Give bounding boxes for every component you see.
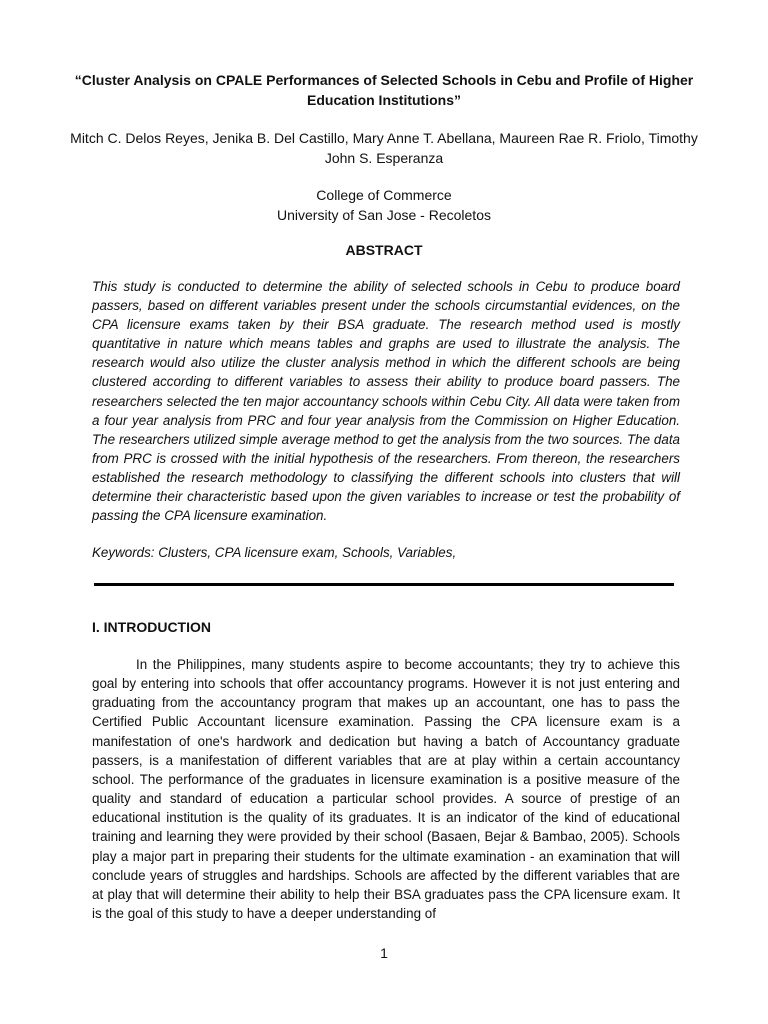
abstract-body: This study is conducted to determine the ability of selected schools in Cebu to produce board passers, based on different variables present under the schools circumstantial evidences, on the CPA licensure exams taken by their BSA graduate. The research method used is mostly quantitative in nature which means tables and graphs are used to illustrate the analysis. The research would also utilize the cluster analysis method in which the different schools are being clustered according to different variables to assess their ability to produce board passers. The researchers selected the ten major accountancy schools within Cebu City. All data were taken from a four year analysis from PRC and four year analysis from the Commission on Higher Education. The researchers utilized simple average method to get the analysis from the two sources. The data from PRC is crossed with the initial hypothesis of the researchers. From thereon, the researchers established the research methodology to classifying the different schools into clusters that will determine their characteristic based upon the given variables to increase or test the probability of passing the CPA licensure examination. [92, 279, 680, 524]
horizontal-divider [94, 583, 674, 586]
paper-title: “Cluster Analysis on CPALE Performances of Selected Schools in Cebu and Profile of Higher Education Institutions” [74, 72, 694, 108]
keywords-line: Keywords: Clusters, CPA licensure exam, Schools, Variables, [92, 545, 457, 560]
page-number: 1 [380, 945, 388, 961]
college-affiliation: College of Commerce [316, 187, 452, 203]
university-affiliation: University of San Jose - Recoletos [277, 207, 491, 223]
section-heading-introduction: I. INTRODUCTION [92, 619, 211, 635]
author-list: Mitch C. Delos Reyes, Jenika B. Del Castillo, Mary Anne T. Abellana, Maureen Rae R. Friolo, Timothy John S. Esperanza [70, 130, 698, 166]
abstract-heading: ABSTRACT [345, 242, 423, 258]
introduction-body: In the Philippines, many students aspire to become accountants; they try to achieve this goal by entering into schools that offer accountancy programs. However it is not just entering and graduating from the accountancy program that makes up an accountant, one has to pass the Certified Public Accountant licensure examination. Passing the CPA licensure exam is a manifestation of one's hardwork and dedication but having a batch of Accountancy graduate passers, is a manifestation of different variables that are at play within a certain accountancy school. The performance of the graduates in licensure examination is a positive measure of the quality and standard of education a particular school provides. A source of prestige of an educational institution is the quality of its graduates. It is an indicator of the kind of educational training and learning they were provided by their school (Basaen, Bejar & Bambao, 2005). Schools play a major part in preparing their students for the ultimate examination - an examination that will conclude years of struggles and hardships. Schools are affected by the different variables that are at play that will determine their ability to help their BSA graduates pass the CPA licensure exam. It is the goal of this study to have a deeper understanding of [92, 657, 680, 922]
